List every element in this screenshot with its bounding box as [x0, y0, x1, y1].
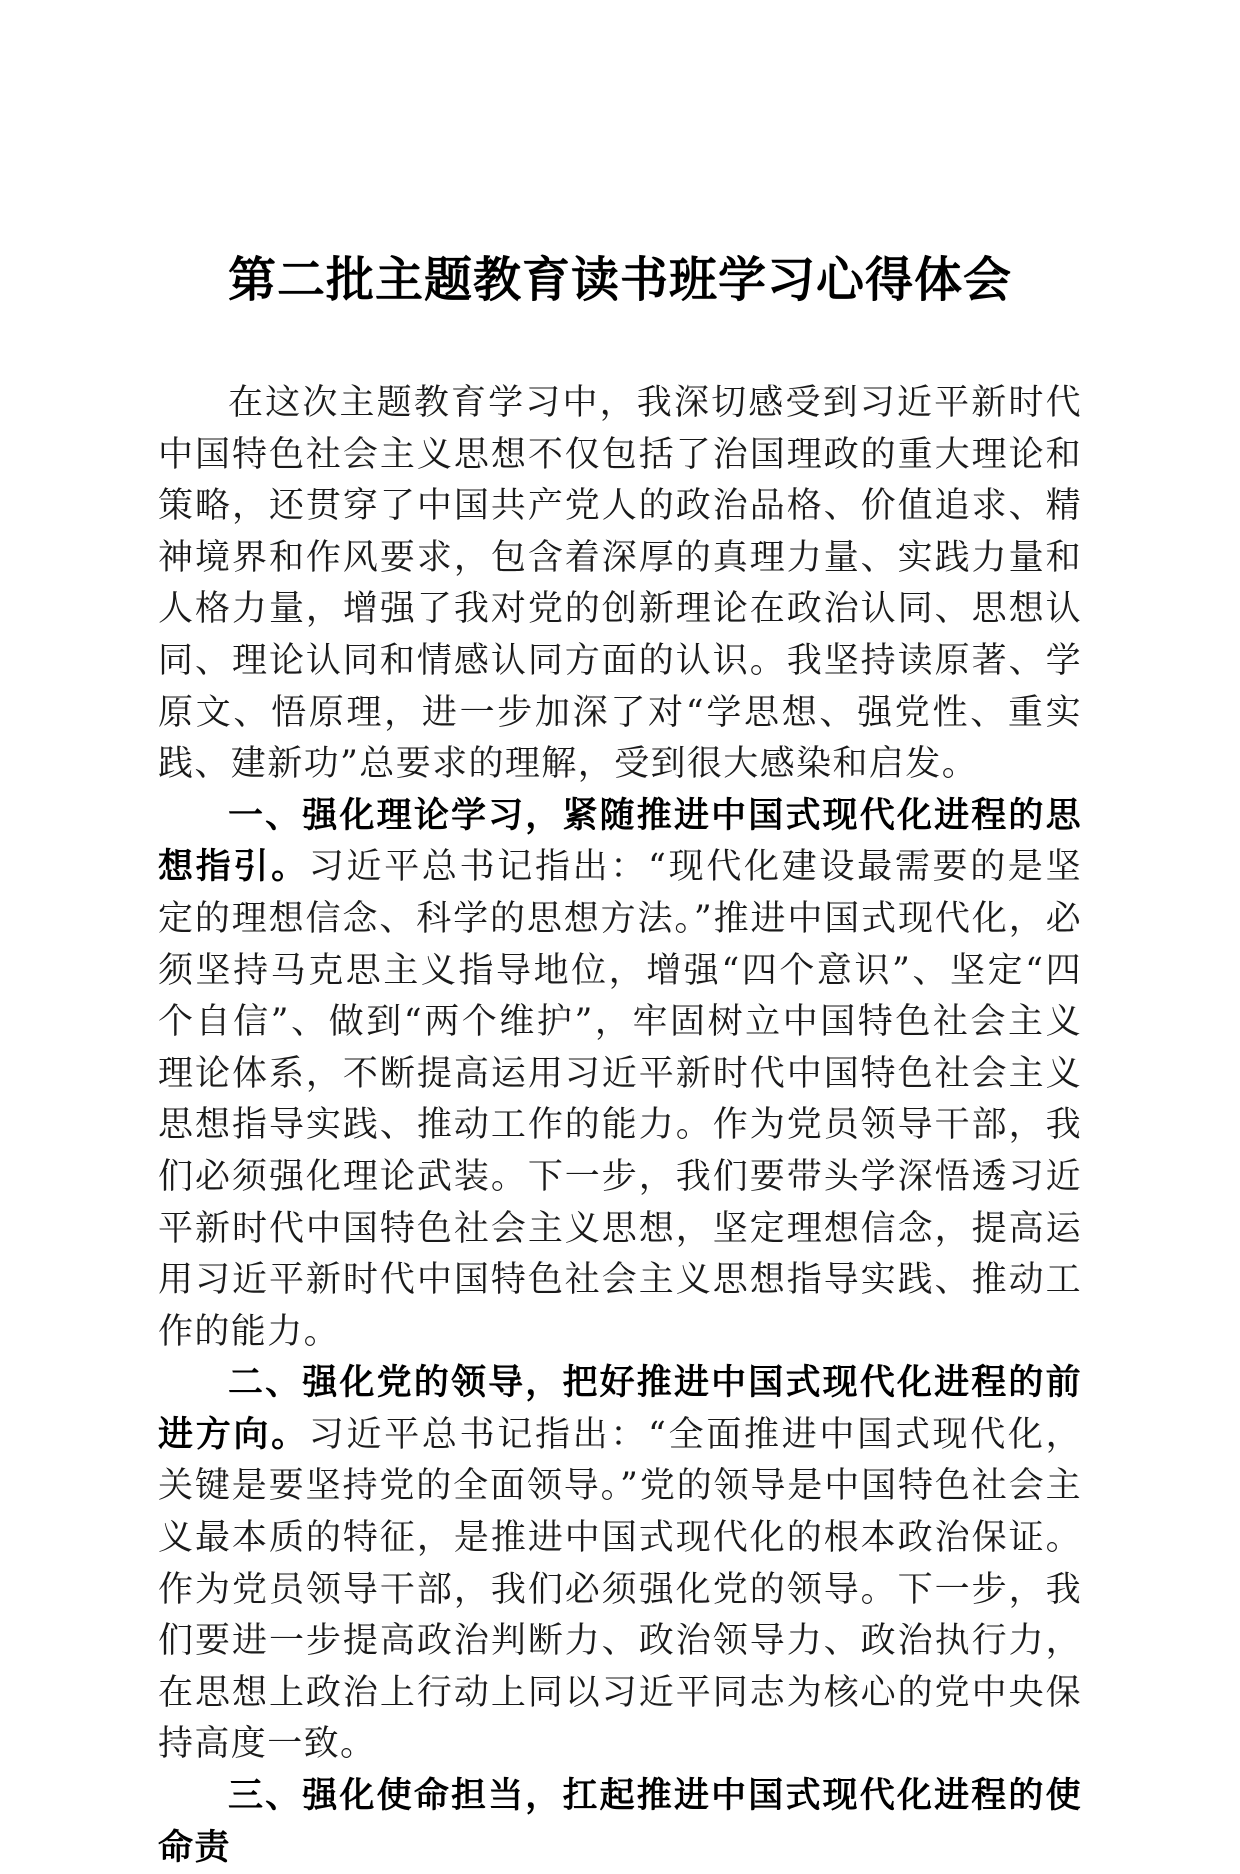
- paragraph-section-3: [158, 1771, 1082, 1874]
- document-body: [158, 378, 1082, 1874]
- paragraph-section-1: [158, 791, 1082, 1359]
- section-heading: 三、强化使命担当，扛起推进中国式现代化进程的使命责: [158, 1776, 1082, 1868]
- paragraph-text: 习近平总书记指出：“全面推进中国式现代化，关键是要坚持党的全面领导。”党的领导是中国特色社会主义最本质的特征，是推进中国式现代化的根本政治保证。作为党员领导干部，我们必须强化党的领导。下一步，我们要进一步提高政治判断力、政治领导力、政治执行力，在思想上政治上行动上同以习近平同志为核心的党中央保持高度一致。: [158, 1414, 1083, 1765]
- section-heading: 二、强化党的领导，把好推进中国式现代化进程的前进方向。: [158, 1363, 1082, 1455]
- paragraph-section-2: [158, 1358, 1082, 1771]
- paragraph-text: 习近平总书记指出：“现代化建设最需要的是坚定的理想信念、科学的思想方法。”推进中国式现代化，必须坚持马克思主义指导地位，增强“四个意识”、坚定“四个自信”、做到“两个维护”，牢固树立中国特色社会主义理论体系，不断提高运用习近平新时代中国特色社会主义思想指导实践、推动工作的能力。作为党员领导干部，我们必须强化理论武装。下一步，我们要带头学深悟透习近平新时代中国特色社会主义思想，坚定理想信念，提高运用习近平新时代中国特色社会主义思想指导实践、推动工作的能力。: [158, 847, 1083, 1352]
- paragraph-intro: [158, 378, 1082, 791]
- paragraph-text: 在这次主题教育学习中，我深切感受到习近平新时代中国特色社会主义思想不仅包括了治国理政的重大理论和策略，还贯穿了中国共产党人的政治品格、价值追求、精神境界和作风要求，包含着深厚的真理力量、实践力量和人格力量，增强了我对党的创新理论在政治认同、思想认同、理论认同和情感认同方面的认识。我坚持读原著、学原文、悟原理，进一步加深了对“学思想、强党性、重实践、建新功”总要求的理解，受到很大感染和启发。: [158, 383, 1082, 785]
- section-heading: 一、强化理论学习，紧随推进中国式现代化进程的思想指引。: [158, 795, 1082, 888]
- document-title: 第二批主题教育读书班学习心得体会: [227, 252, 1012, 308]
